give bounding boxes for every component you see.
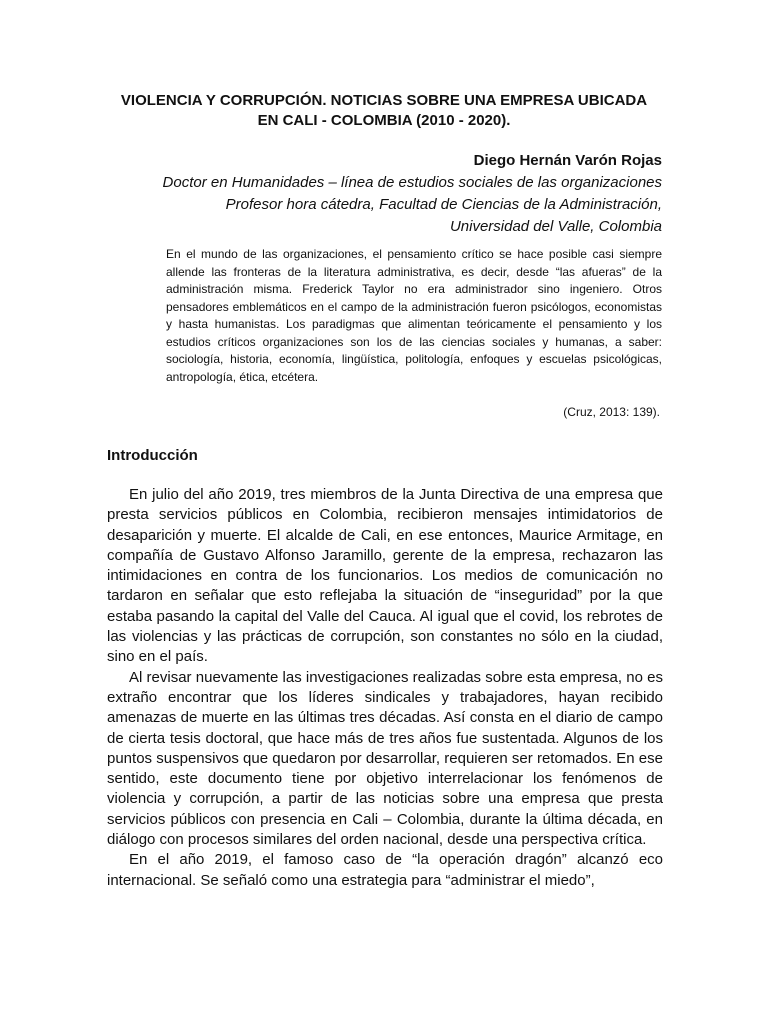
section-body bbox=[107, 485, 663, 891]
author-affiliation-line-3: Universidad del Valle, Colombia bbox=[449, 218, 662, 235]
paper-title bbox=[100, 91, 668, 131]
title-line-2: EN CALI - COLOMBIA (2010 - 2020). bbox=[257, 112, 511, 129]
author-block bbox=[102, 150, 662, 238]
body-paragraph-2: Al revisar nuevamente las investigaciones realizadas sobre esta empresa, no es extraño encontrar que los líderes sindicales y trabajadores, hayan recibido amenazas de muerte en las últimas tres décadas. Así consta en el diario de campo de cierta tesis doctoral, que hace más de tres años fue sustentada. Algunos de los puntos suspensivos que quedaron por desarrollar, requieren ser retomados. En ese sentido, este documento tiene por objetivo interrelacionar los fenómenos de violencia y corrupción, a partir de las noticias sobre una empresa que presta servicios públicos con presencia en Cali – Colombia, durante la última década, en diálogo con procesos similares del orden nacional, desde una perspectiva crítica. bbox=[107, 668, 663, 849]
author-affiliation-line-2: Profesor hora cátedra, Facultad de Ciencias de la Administración, bbox=[225, 196, 662, 213]
body-paragraph-3: En el año 2019, el famoso caso de “la operación dragón” alcanzó eco internacional. Se señaló como una estrategia para “administrar el miedo”, bbox=[107, 851, 663, 889]
section-heading: Introducción bbox=[107, 447, 198, 464]
title-line-1: VIOLENCIA Y CORRUPCIÓN. NOTICIAS SOBRE UNA EMPRESA UBICADA bbox=[120, 92, 648, 109]
author-affiliation-line-1: Doctor en Humanidades – línea de estudios sociales de las organizaciones bbox=[162, 174, 662, 191]
body-paragraph-1: En julio del año 2019, tres miembros de la Junta Directiva de una empresa que presta servicios públicos en Colombia, recibieron mensajes intimidatorios de desaparición y muerte. El alcalde de Cali, en ese entonces, Maurice Armitage, en compañía de Gustavo Alfonso Jaramillo, gerente de la empresa, rechazaron las intimidaciones en contra de los funcionarios. Los medios de comunicación no tardaron en señalar que esto reflejaba la situación de “inseguridad” por la que estaba pasando la capital del Valle del Cauca. Al igual que el covid, los rebrotes de las violencias y las prácticas de corrupción, son constantes no sólo en la ciudad, sino en el país. bbox=[107, 486, 663, 666]
epigraph-quote: En el mundo de las organizaciones, el pensamiento crítico se hace posible casi siempre allende las fronteras de la literatura administrativa, es decir, desde “las afueras” de la administración misma. Frederick Taylor no era administrador sino ingeniero. Otros pensadores emblemáticos en el campo de la administración fueron psicólogos, economistas y hasta humanistas. Los paradigmas que alimentan teóricamente el pensamiento y los estudios críticos organizaciones son los de las ciencias sociales y humanas, a saber: sociología, historia, economía, lingüística, politología, enfoques y escuelas psicológicas, antropología, ética, etcétera. bbox=[166, 247, 662, 384]
author-name: Diego Hernán Varón Rojas bbox=[473, 152, 662, 169]
epigraph-citation: (Cruz, 2013: 139). bbox=[563, 405, 660, 419]
